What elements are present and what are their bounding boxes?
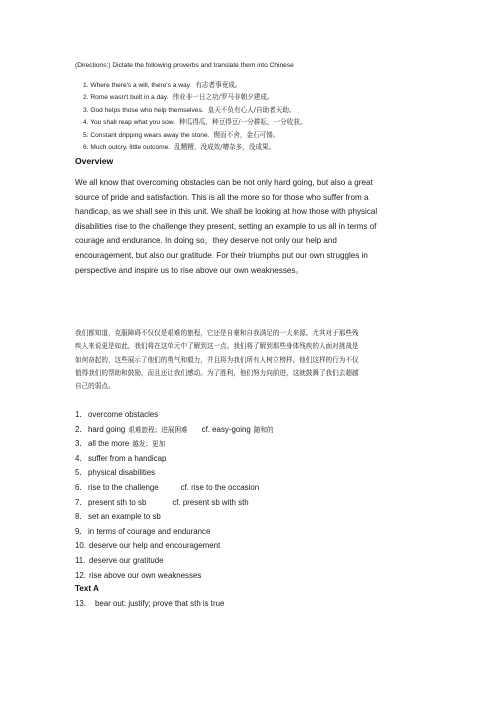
overview-heading: Overview [75, 156, 114, 166]
phrase-item: 5．physical disabilities [75, 468, 156, 478]
phrase-item: 1．overcome obstacles [75, 410, 159, 419]
phrase-item: 2．hard going 艰难旅程；进展困难 cf. easy-going 随和的 [75, 424, 274, 434]
paragraph-line: 我们都知道，克服障碍不仅仅是艰难的旅程，它还是自豪和自我满足的一大来源。尤其对于那些残 [75, 329, 359, 337]
paragraph-line: perspective and inspire us to rise above our own weaknesses。 [75, 265, 304, 275]
proverb-item: 4. You shall reap what you sow. 种瓜得瓜，种豆得豆/一分耕耘，一分收获。 [83, 118, 307, 127]
phrase-item: 10. deserve our help and encouragement [75, 541, 221, 551]
phrase-item: 6．rise to the challenge cf. rise to the occasion [75, 482, 260, 492]
proverb-item: 5. Constant dripping wears away the stone. 锲而不舍，金石可镂。 [83, 130, 280, 139]
phrase-item: 7．present sth to sb cf. present sb with sth [75, 497, 249, 507]
paragraph-line: 疾人来说更是如此，我们将在这单元中了解到这一点。我们将了解到那些身体残疾的人面对挑战是 [75, 342, 359, 351]
paragraph-line: courage and endurance. In doing so，they deserve not only our help and [75, 236, 337, 246]
proverb-list [83, 79, 307, 153]
phrase-item: 4．suffer from a handicap [75, 453, 167, 463]
phrase-item: 9．in terms of courage and endurance [75, 526, 211, 536]
paragraph-line: disabilities rise to the challenge they present, setting an example to us all in terms of [75, 221, 377, 231]
paragraph-line: handicap, as we shall see in this unit. We shall be looking at how those with physical [75, 207, 378, 217]
paragraph-line: encouragement, but also our gratitude. For their triumphs put our own struggles in [75, 250, 368, 260]
paragraph-line: 值得我们的帮助和鼓励，而且还让我们感动。为了胜利，他们努力向前进，这就鼓舞了我们去超越 [75, 368, 359, 377]
proverb-item: 1. Where there's a will, there's a way. 有志者事竟成。 [83, 81, 242, 89]
proverb-item: 6. Much outcry, little outcome. 乱糟糟，没成效/嘈杂多，没成果。 [83, 142, 276, 151]
paragraph-line: 如何奋起的，这些展示了他们的勇气和毅力，并且将为我们所有人树立榜样。他们这样的行为不仅 [75, 355, 359, 364]
paragraph-line: We all know that overcoming obstacles can be not only hard going, but also a great [75, 178, 373, 187]
overview-english-paragraph [75, 176, 425, 278]
text-a-heading: Text A [75, 584, 99, 593]
overview-chinese-paragraph [75, 327, 425, 393]
phrase-item: 8．set an example to sb [75, 512, 161, 522]
phrase-list [75, 408, 274, 583]
phrase-item: 12. rise above our own weaknesses [75, 570, 202, 580]
proverb-item: 2. Rome wasn't built in a day. 伟业非一日之功/罗马非朝夕建成。 [83, 93, 274, 102]
paragraph-line: 自己的弱点。 [75, 382, 115, 391]
phrase-item: 11. deserve our gratitude [75, 555, 164, 565]
phrase-item: 3．all the more 越发；更加 [75, 439, 166, 449]
proverb-item: 3. God helps those who help themselves. 皇天不负有心人/自助者天助。 [83, 105, 296, 114]
paragraph-line: source of pride and satisfaction. This is all the more so for those who suffer from a [75, 192, 369, 202]
directions-text: (Directions:) Dictate the following proverbs and translate them into Chinese [75, 62, 294, 69]
vocab-item: 13. bear out: justify; prove that sth is true [75, 599, 225, 608]
